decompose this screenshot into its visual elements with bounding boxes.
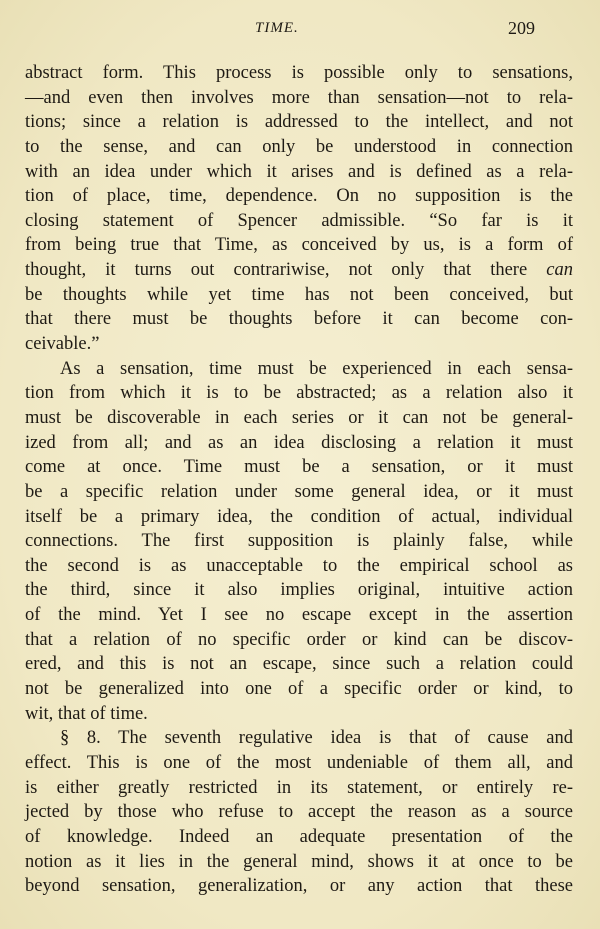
- text-line: beyond sensation, generalization, or any action that these: [25, 876, 573, 897]
- page-number: 209: [508, 18, 535, 38]
- text-line: of knowledge. Indeed an adequate presentation of the: [25, 826, 573, 847]
- paragraph-first-line: As a sensation, time must be experienced in each sensa-: [60, 358, 573, 379]
- running-title: TIME.: [255, 20, 299, 36]
- text-line: closing statement of Spencer admissible. “So far is it: [25, 210, 573, 231]
- text-line: [25, 258, 573, 283]
- text-line: abstract form. This process is possible only to sensations,: [25, 63, 573, 83]
- text-line: is either greatly restricted in its statement, or entirely re-: [25, 777, 573, 798]
- text-line: ceivable.”: [25, 334, 100, 355]
- text-line: the third, since it also implies original, intuitive action: [25, 580, 573, 601]
- text-line: with an idea under which it arises and is defined as a rela-: [25, 161, 573, 182]
- text-line: from being true that Time, as conceived by us, is a form of: [25, 235, 573, 256]
- italic-emphasis: can: [546, 260, 573, 281]
- text-line: effect. This is one of the most undeniable of them all, and: [25, 752, 573, 773]
- text-line: not be generalized into one of a specific order or kind, to: [25, 679, 573, 700]
- text-line: must be discoverable in each series or it can not be general-: [25, 407, 573, 428]
- text-line: ized from all; and as an idea disclosing a relation it must: [25, 432, 573, 453]
- text-line: be a specific relation under some general idea, or it must: [25, 481, 573, 502]
- text-segment: thought, it turns out contrariwise, not only that there: [25, 260, 547, 281]
- paragraph-first-line: § 8. The seventh regulative idea is that of cause and: [60, 728, 573, 749]
- text-line: itself be a primary idea, the condition of actual, individual: [25, 506, 573, 527]
- text-line: of the mind. Yet I see no escape except in the assertion: [25, 605, 573, 626]
- text-line: that there must be thoughts before it can become con-: [25, 309, 573, 330]
- text-line: to the sense, and can only be understood in connection: [25, 136, 573, 157]
- text-line: the second is as unacceptable to the empirical school as: [25, 555, 573, 576]
- text-line: ered, and this is not an escape, since such a relation could: [25, 654, 573, 675]
- text-line: be thoughts while yet time has not been conceived, but: [25, 284, 573, 305]
- text-line: that a relation of no specific order or kind can be discov-: [25, 629, 573, 650]
- text-line: notion as it lies in the general mind, shows it at once to be: [25, 851, 573, 872]
- text-line: jected by those who refuse to accept the reason as a source: [25, 802, 573, 823]
- text-line: come at once. Time must be a sensation, or it must: [25, 457, 573, 478]
- text-line: tions; since a relation is addressed to the intellect, and not: [25, 112, 573, 133]
- text-line: —and even then involves more than sensation—not to rela-: [25, 87, 573, 108]
- text-line: wit, that of time.: [25, 703, 148, 724]
- text-line: tion from which it is to be abstracted; as a relation also it: [25, 383, 573, 404]
- running-head: [0, 18, 600, 44]
- body-text: [25, 61, 573, 899]
- text-line: tion of place, time, dependence. On no supposition is the: [25, 186, 573, 207]
- text-line: connections. The first supposition is plainly false, while: [25, 531, 573, 552]
